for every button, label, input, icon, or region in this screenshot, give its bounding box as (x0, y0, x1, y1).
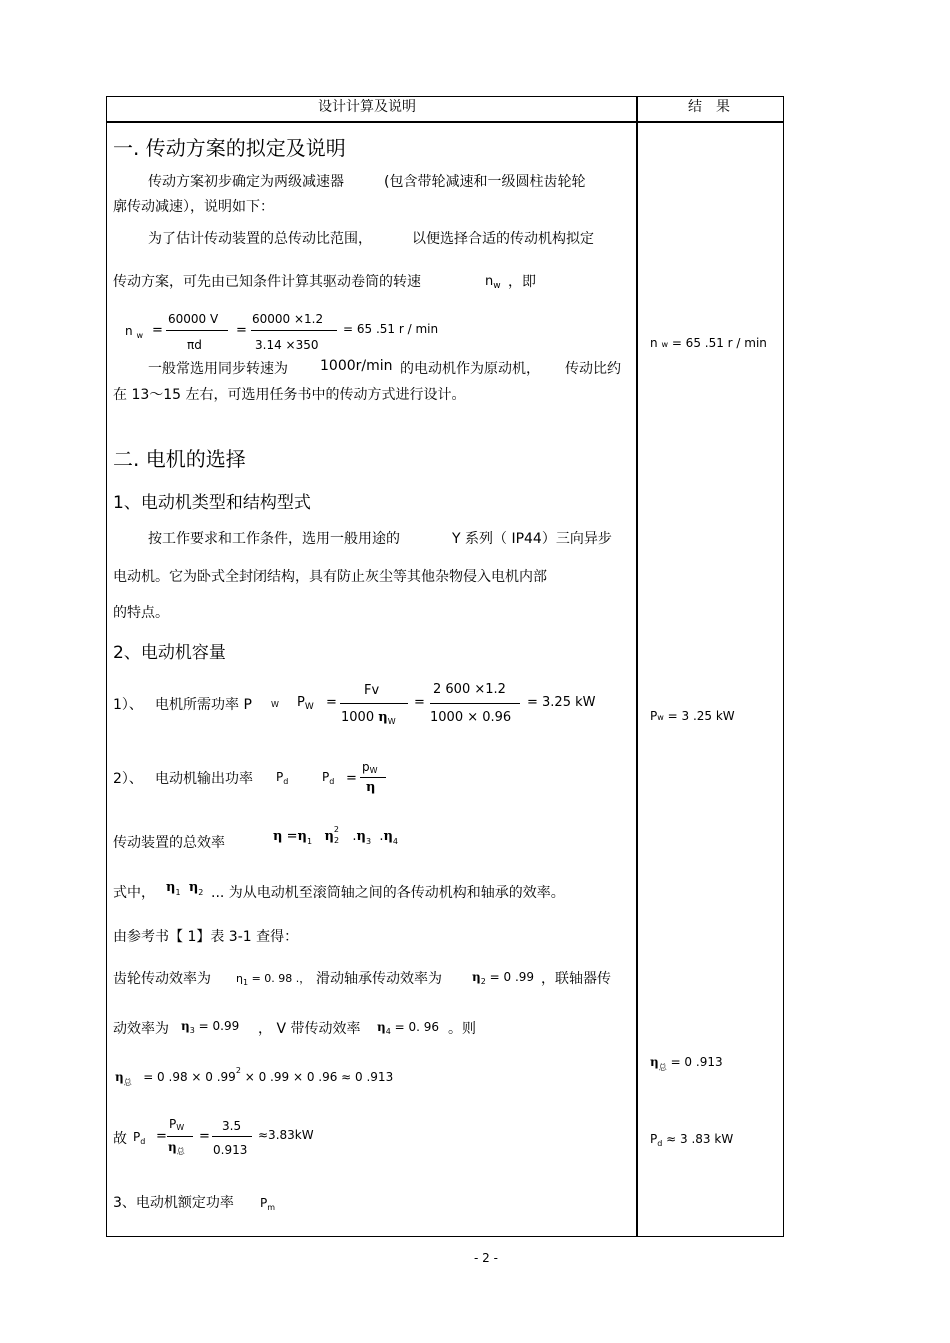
sec2-p1b: Y 系列（ IP44）三向异步 (452, 531, 612, 547)
section1-title: 一. 传动方案的拟定及说明 (113, 136, 346, 160)
pw-eq1: = (326, 695, 337, 710)
pdcalc-den1: $\eta_总$ (168, 1140, 185, 1156)
eff-formula: $\eta =\eta_1$ η22 $.\eta_3$ $.\eta_4$ (273, 825, 398, 846)
pdcalc-bar2 (212, 1136, 252, 1137)
pd-num: pW (362, 760, 378, 775)
table-right-border (783, 96, 784, 1237)
sec2-p3: 的特点。 (113, 605, 169, 621)
formula-den2: 3.14 ×350 (255, 338, 319, 352)
eff-text: 传动装置的总效率 (113, 835, 225, 851)
where-a: 式中， (113, 885, 155, 901)
formula-eq2: = (236, 323, 247, 338)
formula-eq1: = (152, 323, 163, 338)
where-b: ... 为从电动机至滚筒轴之间的各传动机构和轴承的效率。 (211, 885, 565, 901)
pd-eq: = (346, 771, 357, 786)
sec1-p3b: ，即 (508, 274, 536, 290)
pdcalc-num2: 3.5 (222, 1119, 242, 1133)
pdcalc-lhs: $P_d$ (133, 1130, 146, 1146)
formula-num1: 60000 V (168, 312, 219, 326)
formula-num2: 60000 ×1.2 (252, 312, 324, 326)
item1-label: 1）、 (113, 697, 143, 713)
sec1-p4a: 一般常选用同步转速为 (148, 361, 288, 377)
coupl-b: ， V 带传动效率 (258, 1021, 361, 1037)
pdcalc-eq2: = (199, 1129, 210, 1144)
sec1-p1a: 传动方案初步确定为两级减速器 (148, 174, 344, 190)
table-bottom-border (106, 1236, 784, 1237)
pdcalc-result: ≈3.83kW (258, 1128, 314, 1142)
formula-bar1 (166, 330, 228, 331)
sec1-p2a: 为了估计传动装置的总传动比范围， (148, 231, 372, 247)
formula-result: = 65 .51 r / min (343, 322, 439, 336)
where-etas: $\eta_1$ $\eta_2$ (166, 880, 204, 897)
pw-bar1 (340, 703, 408, 704)
pd-label: $P_d$ (276, 770, 289, 786)
result-nw: n w = 65 .51 r / min (650, 336, 767, 350)
pdcalc-den2: 0.913 (213, 1143, 248, 1157)
pd-den: η (366, 780, 376, 795)
item2-text: 电动机输出功率 (155, 771, 253, 787)
formula-nw-label: n $_w$ (125, 324, 143, 340)
sec2-p1a: 按工作要求和工作条件，选用一般用途的 (148, 531, 400, 547)
formula-den1: πd (187, 338, 202, 352)
sec1-p1b: (包含带轮减速和一级圆柱齿轮轮 (384, 174, 586, 190)
coupl-v4: $\eta_4 = 0$. 96 (377, 1020, 440, 1036)
sec2-sub1: 1、电动机类型和结构型式 (113, 493, 311, 513)
pw-symbol: $P_W$ (297, 695, 314, 712)
header-right: 结 果 (688, 99, 730, 115)
gear-v1: $\eta_1 = 0$. 98 .， (236, 972, 311, 987)
coupl-c: 。则 (448, 1021, 476, 1037)
table-top-border (106, 96, 784, 97)
pw-den1: 1000 $\eta_W$ (341, 710, 396, 726)
formula-bar2 (251, 330, 337, 331)
sec1-p4d: 传动比约 (565, 361, 621, 377)
result-eta-total: $\eta_总 = 0$ .913 (650, 1055, 723, 1072)
pdcalc-a: 故 (113, 1131, 127, 1147)
sec1-p2b: 以便选择合适的传动机构拟定 (412, 231, 594, 247)
pdcalc-eq1: = (156, 1129, 167, 1144)
result-pw: Pw = 3 .25 kW (650, 709, 735, 723)
table-header-border (106, 121, 784, 123)
result-pd: $P_d \approx 3$ .83 kW (650, 1132, 734, 1148)
section2-title: 二. 电机的选择 (113, 447, 246, 471)
page-number: - 2 - (474, 1251, 498, 1265)
item2-label: 2）、 (113, 771, 143, 787)
coupl-a: 动效率为 (113, 1021, 169, 1037)
pw-den2: 1000 × 0.96 (430, 710, 512, 725)
ref-line: 由参考书【 1】表 3-1 查得： (113, 929, 299, 945)
sec2-sub2: 2、电动机容量 (113, 643, 226, 663)
pm-symbol: $P_m$ (260, 1196, 276, 1212)
item1-sub: W (271, 700, 279, 709)
pw-num1: Fv (364, 683, 380, 698)
pdcalc-num1: PW (169, 1117, 185, 1132)
table-left-border (106, 96, 107, 1237)
sec2-p2: 电动机。它为卧式全封闭结构，具有防止灰尘等其他杂物侵入电机内部 (113, 569, 547, 585)
pw-bar2 (430, 703, 520, 704)
gear-b: 滑动轴承传动效率为 (316, 971, 442, 987)
pd-symbol: $P_d$ (322, 770, 335, 786)
sec2-sub3: 3、电动机额定功率 (113, 1195, 234, 1211)
coupl-v3: $\eta_3 = 0.99$ (181, 1019, 240, 1035)
item1-text: 电机所需功率 P (155, 697, 252, 713)
header-left: 设计计算及说明 (318, 99, 416, 115)
sec1-p4b: 1000r/min (320, 358, 393, 374)
sec1-p1c: 廓传动减速），说明如下： (113, 199, 274, 215)
sec1-p4c: 的电动机作为原动机， (400, 361, 540, 377)
table-column-divider (636, 96, 638, 1237)
pw-num2: 2 600 ×1.2 (433, 682, 506, 697)
pw-result: = 3.25 kW (527, 695, 596, 710)
pw-eq2: = (414, 695, 425, 710)
gear-v2: $\eta_2 = 0$ .99 (472, 970, 535, 986)
pd-bar (360, 777, 386, 778)
nw-symbol: $n_w$ (485, 274, 501, 291)
gear-a: 齿轮传动效率为 (113, 971, 211, 987)
sec1-p3a: 传动方案，可先由已知条件计算其驱动卷筒的转速 (113, 274, 421, 290)
total-eff: $\eta_总$ = 0 .98 × 0 $.99^2 \times 0$ .99 × 0 .96 ≈ 0 .913 (115, 1066, 394, 1087)
gear-c: ，联轴器传 (541, 971, 611, 987)
pdcalc-bar1 (167, 1136, 193, 1137)
sec1-p5: 在 13～15 左右，可选用任务书中的传动方式进行设计。 (113, 387, 466, 403)
